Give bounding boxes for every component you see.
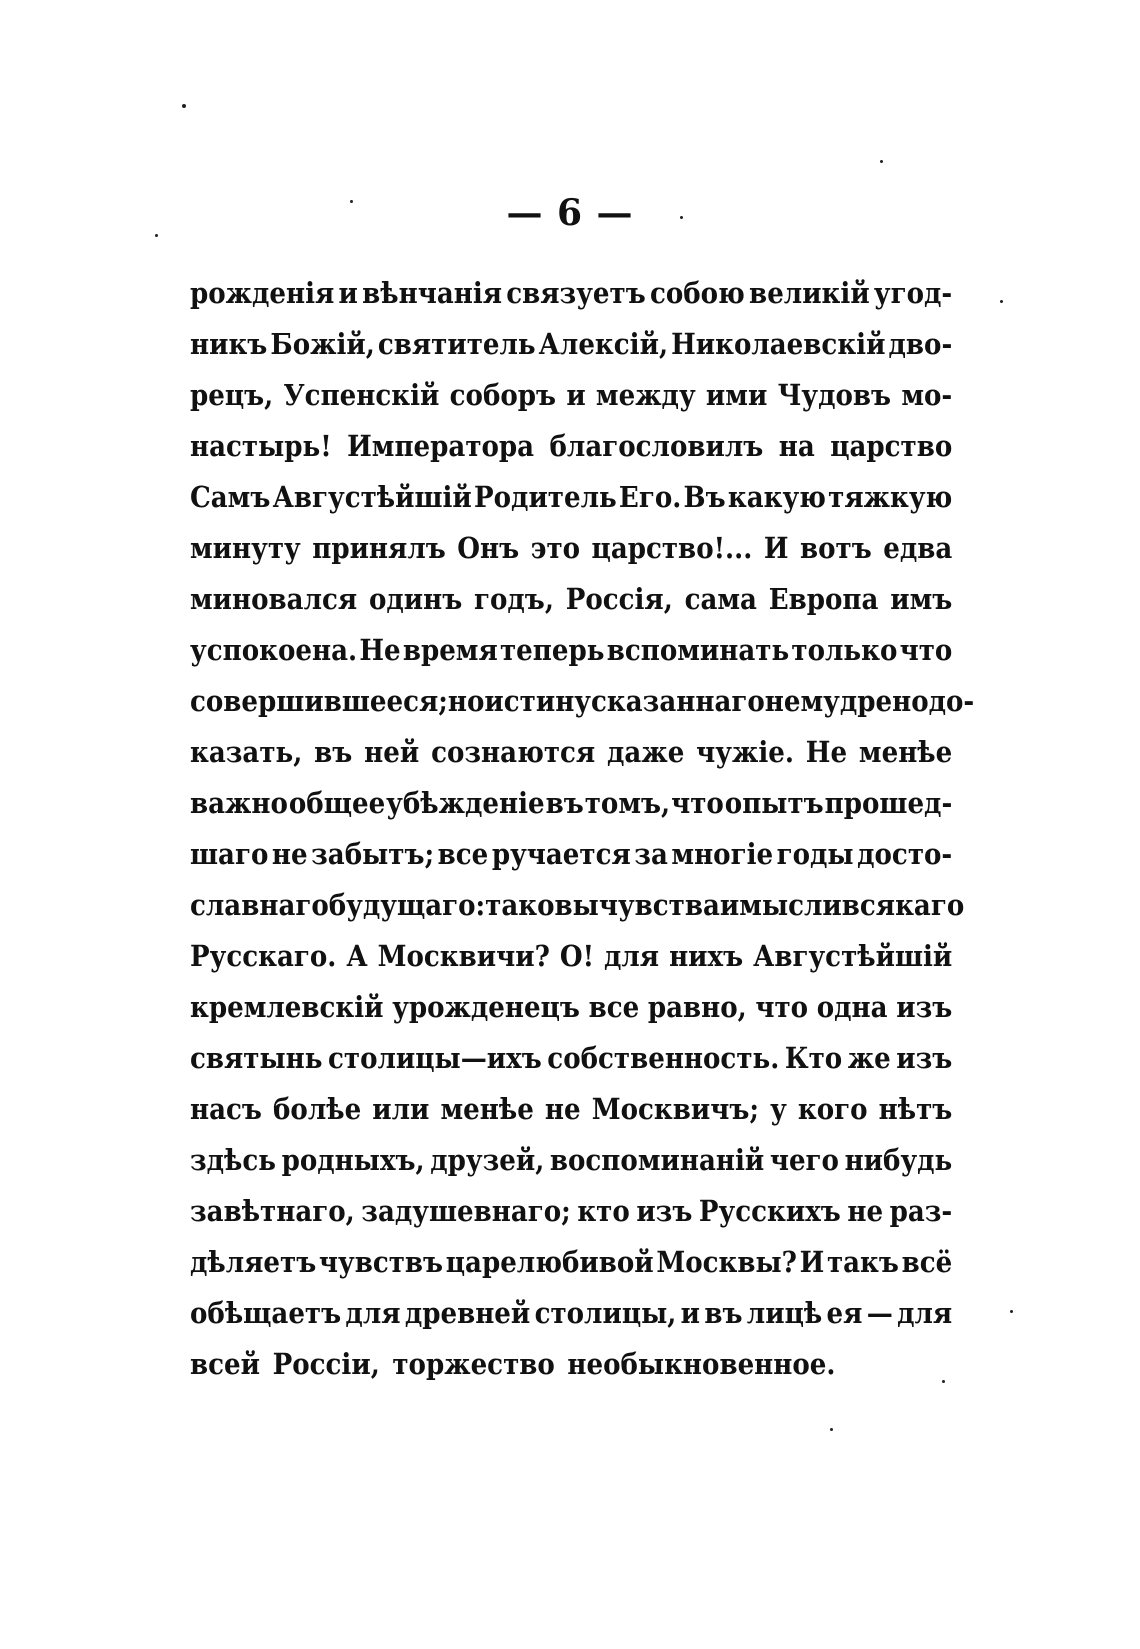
text-word: кого [797, 1092, 868, 1126]
text-word: это [530, 531, 581, 565]
text-line [190, 523, 952, 574]
text-word: за [634, 837, 668, 871]
text-word: на [778, 429, 815, 463]
text-word: И [799, 1245, 825, 1279]
text-word: совершившееся; [190, 684, 448, 718]
text-word: древней [404, 1296, 531, 1330]
text-word: годы [776, 837, 854, 871]
text-word: или [372, 1092, 430, 1126]
text-word: А [346, 939, 368, 973]
text-word: Успенскій [283, 378, 440, 412]
text-word: убѣжденіе [386, 786, 545, 820]
text-word: Русскаго. [190, 939, 337, 973]
text-word: имъ [890, 582, 953, 616]
text-line [190, 1339, 952, 1390]
text-word: лицѣ [746, 1296, 823, 1330]
text-word: Въ [683, 480, 726, 514]
text-word: только [791, 633, 898, 667]
text-word: задушевнаго; [361, 1194, 571, 1228]
text-word: нибудь [844, 1143, 953, 1177]
text-line [190, 472, 952, 523]
text-word: Россіи, [272, 1347, 380, 1381]
text-word: кто [577, 1194, 630, 1228]
text-word: дѣляетъ [190, 1245, 317, 1279]
text-line [190, 829, 952, 880]
text-word: прошед- [824, 786, 953, 820]
text-word: изъ [636, 1194, 693, 1228]
text-line [190, 1237, 952, 1288]
text-word: чего [769, 1143, 839, 1177]
text-word: Августѣйшій [753, 939, 953, 973]
scan-speck [182, 104, 186, 108]
text-word: менѣе [858, 735, 953, 769]
text-word: шаго [190, 837, 269, 871]
text-line [190, 319, 952, 370]
text-word: связуетъ [506, 276, 646, 310]
text-word: собою [649, 276, 745, 310]
text-word: ней [364, 735, 420, 769]
text-word: что [899, 633, 953, 667]
text-word: едва [883, 531, 953, 565]
text-word: таковы [485, 888, 599, 922]
text-word: Николаевскій [671, 327, 886, 361]
text-word: для [604, 939, 660, 973]
text-word: миновался [190, 582, 358, 616]
text-word: какую [727, 480, 826, 514]
text-word: всё [901, 1245, 953, 1279]
text-word: столицы, [534, 1296, 677, 1330]
text-line [190, 880, 965, 931]
text-word: одна [816, 990, 888, 1024]
text-word: Родитель [474, 480, 617, 514]
text-word: вѣнчанія [362, 276, 503, 310]
text-word: святитель [377, 327, 536, 361]
text-word: настырь! [190, 429, 332, 463]
text-word: Императора [347, 429, 535, 463]
text-word: обѣщаетъ [190, 1296, 342, 1330]
text-line [190, 268, 952, 319]
text-line [190, 1288, 952, 1339]
text-word: О! [559, 939, 595, 973]
text-word: все [588, 990, 640, 1024]
text-line [190, 931, 952, 982]
text-line [190, 1084, 952, 1135]
text-word: собственность. [547, 1041, 780, 1075]
text-line [190, 727, 952, 778]
text-word: ими [705, 378, 768, 412]
text-word: здѣсь [190, 1143, 277, 1177]
text-word: чувствъ [318, 1245, 444, 1279]
text-word: теперь [500, 633, 605, 667]
text-word: Москвичи? [377, 939, 550, 973]
text-word: Божій, [270, 327, 375, 361]
text-word: великій [749, 276, 870, 310]
text-word: вотъ [799, 531, 872, 565]
text-word: нихъ [669, 939, 744, 973]
text-word: и [719, 888, 740, 922]
text-word: кремлевскій [190, 990, 384, 1024]
text-word: изъ [896, 990, 953, 1024]
text-word: что [755, 990, 809, 1024]
text-word: завѣтнаго, [190, 1194, 355, 1228]
scan-speck [680, 216, 683, 219]
text-word: чувства [598, 888, 720, 922]
text-word: нѣтъ [878, 1092, 953, 1126]
text-word: Алексій, [538, 327, 669, 361]
text-word: воспоминаній [549, 1143, 765, 1177]
text-word: истину [484, 684, 592, 718]
text-word: опытъ [724, 786, 824, 820]
text-word: принялъ [312, 531, 446, 565]
text-word: царелюбивой [445, 1245, 654, 1279]
text-word: Августѣйшій [272, 480, 472, 514]
text-word: дво- [888, 327, 953, 361]
text-word: у [770, 1092, 787, 1126]
scan-speck [1010, 1310, 1013, 1313]
text-word: Кто [784, 1041, 843, 1075]
text-word: между [595, 378, 696, 412]
text-word: вспоминать [606, 633, 790, 667]
text-word: менѣе [440, 1092, 534, 1126]
scan-speck [155, 234, 158, 237]
text-word: казать, [190, 735, 303, 769]
text-word: томъ, [584, 786, 671, 820]
text-word: столицы—ихъ [328, 1041, 542, 1075]
text-word: необыкновенное. [567, 1347, 836, 1381]
text-word: такъ [826, 1245, 899, 1279]
text-word: даже [607, 735, 685, 769]
text-word: и [566, 378, 586, 412]
text-line [190, 421, 952, 472]
text-word: но [447, 684, 485, 718]
text-word: рецъ, [190, 378, 274, 412]
scan-speck [830, 1428, 833, 1431]
text-word: Москвичъ; [591, 1092, 760, 1126]
text-word: изъ [896, 1041, 953, 1075]
text-word: многіе [671, 837, 774, 871]
text-word: благословилъ [549, 429, 764, 463]
text-word: И [763, 531, 789, 565]
text-line [190, 778, 952, 829]
scan-speck [880, 160, 883, 163]
text-word: чужіе. [696, 735, 794, 769]
text-word: годъ, [474, 582, 554, 616]
text-word: Русскихъ [698, 1194, 841, 1228]
text-word: раз- [889, 1194, 953, 1228]
text-line [190, 676, 975, 727]
text-word: всякаго [841, 888, 965, 922]
text-word: рожденія [190, 276, 335, 310]
text-word: досто- [857, 837, 953, 871]
text-word: урожденецъ [392, 990, 580, 1024]
text-word: Самъ [190, 480, 271, 514]
text-line [190, 574, 952, 625]
text-word: мысли [739, 888, 842, 922]
text-word: Москвы? [656, 1245, 797, 1279]
text-word: въ [704, 1296, 743, 1330]
text-line [190, 982, 952, 1033]
scan-speck [1000, 300, 1003, 303]
text-word: минуту [190, 531, 301, 565]
text-word: святынь [190, 1041, 323, 1075]
text-word: торжество [392, 1347, 555, 1381]
text-word: для [345, 1296, 401, 1330]
text-word: не [271, 837, 308, 871]
text-line [190, 370, 952, 421]
text-word: не [544, 1092, 581, 1126]
text-word: царство!... [591, 531, 753, 565]
text-word: что [671, 786, 724, 820]
text-word: общее [288, 786, 386, 820]
text-line [190, 1033, 952, 1084]
text-word: и [338, 276, 358, 310]
text-word: ручается [491, 837, 631, 871]
text-word: Не [805, 735, 848, 769]
text-word: угод- [873, 276, 953, 310]
text-word: насъ [190, 1092, 262, 1126]
text-word: Его. [618, 480, 682, 514]
text-word: забытъ; [311, 837, 435, 871]
text-word: все [437, 837, 489, 871]
text-line [190, 1135, 952, 1186]
scan-speck [350, 200, 353, 203]
text-word: не [847, 1194, 884, 1228]
text-word: время [402, 633, 498, 667]
text-word: ея [826, 1296, 863, 1330]
text-word: славнаго [190, 888, 329, 922]
text-word: болѣе [273, 1092, 362, 1126]
text-word: немудрено [764, 684, 929, 718]
text-word: равно, [647, 990, 747, 1024]
text-line [190, 1186, 952, 1237]
text-word: въ [314, 735, 353, 769]
text-word: же [847, 1041, 891, 1075]
text-word: въ [545, 786, 584, 820]
text-word: важно [190, 786, 288, 820]
page-number: — 6 — [506, 192, 634, 234]
text-word: тяжкую [828, 480, 953, 514]
text-word: для [897, 1296, 953, 1330]
text-word: царство [830, 429, 953, 463]
text-word: будущаго: [328, 888, 486, 922]
body-text [190, 268, 975, 1390]
text-word: успокоена. [190, 633, 358, 667]
text-word: соборъ [449, 378, 557, 412]
text-word: одинъ [368, 582, 463, 616]
text-word: друзей, [430, 1143, 545, 1177]
text-word: сознаются [431, 735, 596, 769]
text-word: Россія, [565, 582, 673, 616]
text-word: и [680, 1296, 701, 1330]
text-word: сказаннаго [591, 684, 765, 718]
text-word: сама [684, 582, 757, 616]
text-word: Не [359, 633, 401, 667]
text-word: до- [928, 684, 975, 718]
text-word: родныхъ, [281, 1143, 425, 1177]
scan-speck [942, 1380, 945, 1383]
text-word: Европа [768, 582, 879, 616]
text-word: мо- [901, 378, 953, 412]
text-word: — [866, 1296, 893, 1330]
text-word: Чудовъ [777, 378, 892, 412]
text-word: всей [190, 1347, 261, 1381]
text-word: никъ [190, 327, 268, 361]
text-line [190, 625, 952, 676]
text-word: Онъ [457, 531, 520, 565]
